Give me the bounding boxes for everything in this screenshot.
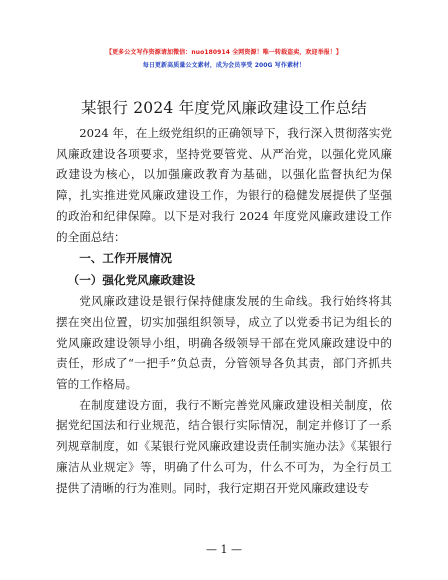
page-number: — 1 — <box>206 543 242 556</box>
document-body <box>56 123 392 498</box>
promo-banner-red: 【更多公文写作资源请加微信：nuo180914 全网资源！唯一转载盗卖，欢迎举报！】 <box>105 49 342 56</box>
section-heading: 一、工作开展情况 <box>79 251 172 266</box>
subsection-heading: （一）强化党风廉政建设 <box>67 273 196 288</box>
body-paragraph: 党风廉政建设是银行保持健康发展的生命线。我行始终将其摆在突出位置，切实加强组织领导，成立了以党委书记为组长的党风廉政建设领导小组，明确各级领导干部在党风廉政建设中的责任，形成了“一把手”负总责，分管领导各负其责，部门齐抓共管的工作格局。 <box>56 294 392 392</box>
document-title: 某银行 2024 年度党风廉政建设工作总结 <box>80 99 367 117</box>
promo-banner-blue: 每日更新高质量公文素材，成为会员享受 200G 写作素材！ <box>142 62 306 69</box>
body-paragraph: 在制度建设方面，我行不断完善党风廉政建设相关制度，依据党纪国法和行业规范，结合银行实际情况，制定并修订了一系列规章制度，如《某银行党风廉政建设责任制实施办法》《某银行廉洁从业规定》等，明确了什么可为，什么不可为，为全行员工提供了清晰的行为准则。同时，我行定期召开党风廉政建设专 <box>56 397 392 495</box>
intro-paragraph: 2024 年，在上级党组织的正确领导下，我行深入贯彻落实党风廉政建设各项要求，坚持党要管党、从严治党，以强化党风廉政建设为核心，以加强廉政教育为基础，以强化监督执纪为保障，扎实推进党风廉政建设工作，为银行的稳健发展提供了坚强的政治和纪律保障。以下是对我行 2024 年度党风廉政建设工作的全面总结： <box>56 126 392 244</box>
